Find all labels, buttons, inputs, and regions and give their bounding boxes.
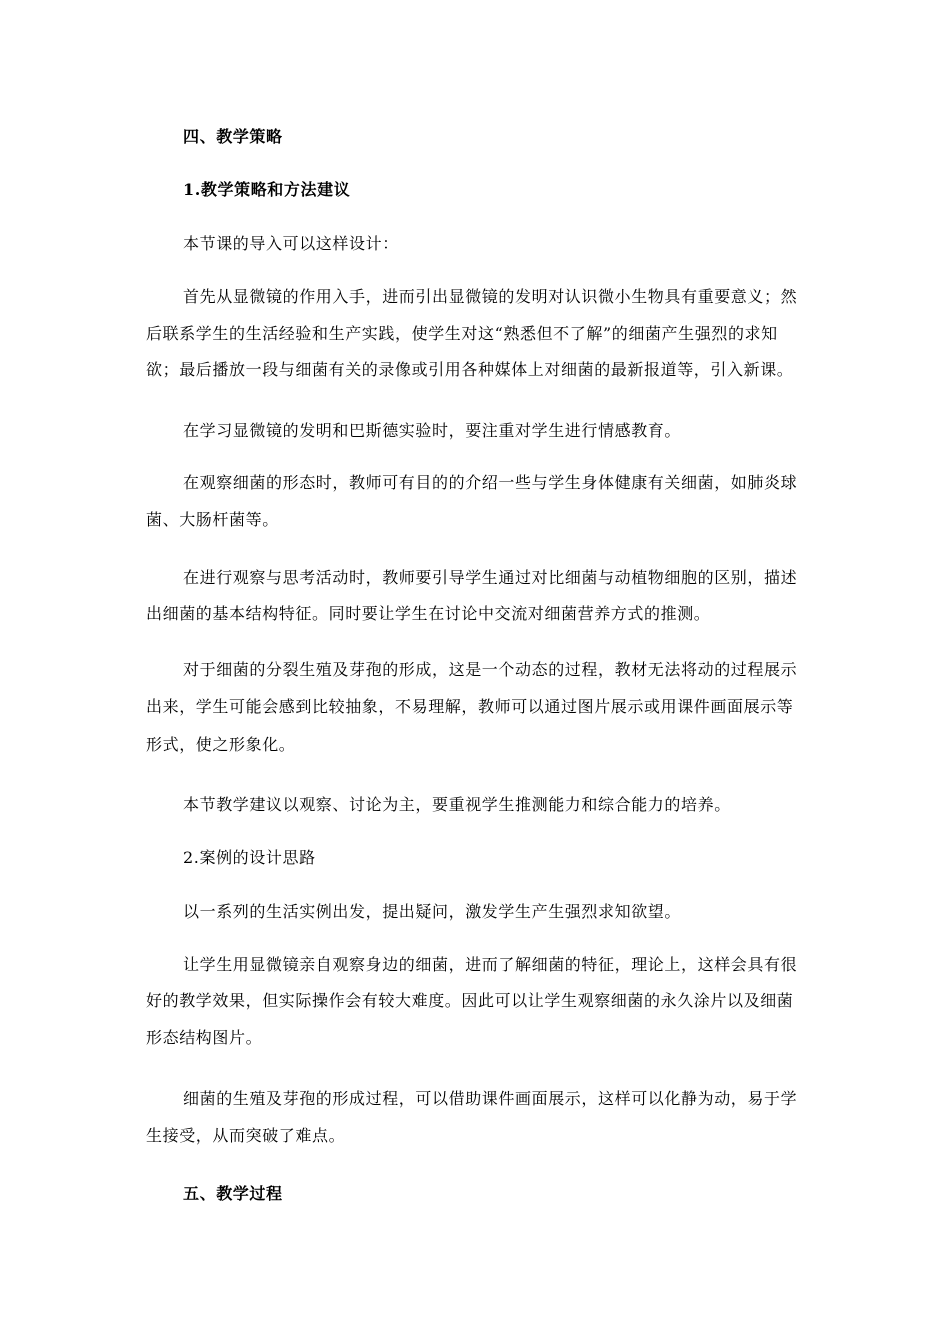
intro-line: 本节课的导入可以这样设计： — [183, 234, 399, 253]
paragraph-line: 在进行观察与思考活动时，教师要引导学生通过对比细菌与动植物细胞的区别，描述 — [183, 568, 798, 587]
paragraph-line: 欲；最后播放一段与细菌有关的录像或引用各种媒体上对细菌的最新报道等，引入新课。 — [146, 360, 794, 379]
subheading-case-design: 2.案例的设计思路 — [183, 848, 316, 867]
paragraph-2: 在学习显微镜的发明和巴斯德实验时，要注重对学生进行情感教育。 — [183, 421, 682, 440]
paragraph-line: 形式，使之形象化。 — [146, 735, 296, 754]
paragraph-line: 在观察细菌的形态时，教师可有目的的介绍一些与学生身体健康有关细菌，如肺炎球 — [183, 473, 798, 492]
paragraph-line: 好的教学效果，但实际操作会有较大难度。因此可以让学生观察细菌的永久涂片以及细菌 — [146, 991, 794, 1010]
paragraph-line: 生接受，从而突破了难点。 — [146, 1126, 346, 1145]
paragraph-line: 对于细菌的分裂生殖及芽孢的形成，这是一个动态的过程，教材无法将动的过程展示 — [183, 660, 798, 679]
paragraph-line: 首先从显微镜的作用入手，进而引出显微镜的发明对认识微小生物具有重要意义；然 — [183, 287, 798, 306]
section-heading-4: 四、教学策略 — [183, 127, 283, 146]
paragraph-line: 出细菌的基本结构特征。同时要让学生在讨论中交流对细菌营养方式的推测。 — [146, 604, 711, 623]
paragraph-line: 形态结构图片。 — [146, 1028, 263, 1047]
paragraph-7: 以一系列的生活实例出发，提出疑问，激发学生产生强烈求知欲望。 — [183, 902, 682, 921]
paragraph-line: 菌、大肠杆菌等。 — [146, 510, 279, 529]
paragraph-line: 让学生用显微镜亲自观察身边的细菌，进而了解细菌的特征，理论上，这样会具有很 — [183, 955, 798, 974]
subheading-strategy-methods: 1.教学策略和方法建议 — [183, 180, 351, 199]
paragraph-6: 本节教学建议以观察、讨论为主，要重视学生推测能力和综合能力的培养。 — [183, 795, 731, 814]
paragraph-line: 后联系学生的生活经验和生产实践，使学生对这“熟悉但不了解”的细菌产生强烈的求知 — [146, 324, 778, 343]
section-heading-5: 五、教学过程 — [183, 1184, 283, 1203]
paragraph-line: 细菌的生殖及芽孢的形成过程，可以借助课件画面展示，这样可以化静为动，易于学 — [183, 1089, 798, 1108]
paragraph-line: 出来，学生可能会感到比较抽象，不易理解，教师可以通过图片展示或用课件画面展示等 — [146, 697, 794, 716]
